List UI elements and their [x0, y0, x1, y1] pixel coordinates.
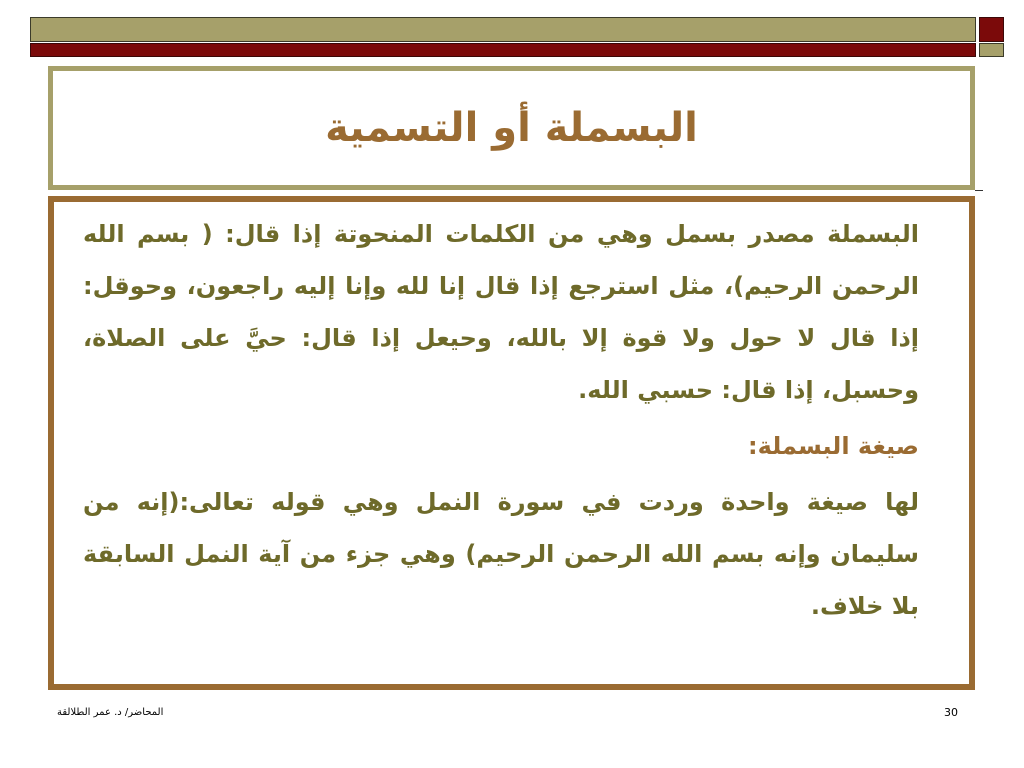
slide-title: البسملة أو التسمية — [325, 105, 698, 151]
body-paragraph-2: لها صيغة واحدة وردت في سورة النمل وهي قوله تعالى:(إنه من سليمان وإنه بسم الله الرحمن الرحيم) وهي جزء من آية النمل السابقة بلا خلاف. — [83, 488, 919, 620]
header-square-olive — [979, 43, 1004, 57]
header-square-maroon — [979, 17, 1004, 42]
page-number: 30 — [944, 706, 958, 719]
slide-body — [83, 208, 919, 632]
header-bar-maroon — [30, 43, 976, 57]
footer-author: المحاضر/ د. عمر الطلالقة — [57, 707, 164, 718]
body-paragraph-1: البسملة مصدر بسمل وهي من الكلمات المنحوتة إذا قال: ( بسم الله الرحمن الرحيم)، مثل استرجع إذا قال إنا لله وإنا إليه راجعون، وحوقل: إذا قال لا حول ولا قوة إلا بالله، وحيعل إذا قال: حيَّ على الصلاة، وحسبل، إذا قال: حسبي الله. — [83, 220, 919, 404]
header-bar-olive — [30, 17, 976, 42]
title-divider-tick — [975, 190, 983, 191]
content-box — [48, 196, 975, 690]
section-heading: صيغة البسملة: — [748, 432, 919, 460]
title-box — [48, 66, 975, 190]
